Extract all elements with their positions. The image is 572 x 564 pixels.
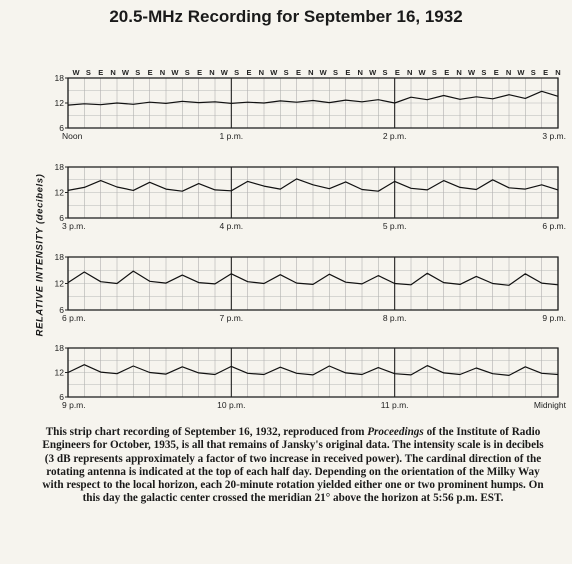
direction-label: N [555, 68, 561, 77]
direction-label: E [147, 68, 153, 77]
direction-label: W [369, 68, 377, 77]
direction-label: N [357, 68, 363, 77]
x-tick-label: 10 p.m. [217, 400, 246, 410]
direction-label: N [110, 68, 116, 77]
direction-label: S [283, 68, 289, 77]
direction-label: N [159, 68, 166, 77]
x-tick-label: 6 p.m. [542, 221, 566, 231]
direction-label: E [246, 68, 252, 77]
chart-title: 20.5-MHz Recording for September 16, 1932 [109, 7, 463, 26]
y-tick-label: 12 [54, 278, 64, 289]
x-tick-label: 9 p.m. [62, 400, 86, 410]
direction-label: S [234, 68, 240, 77]
direction-label: S [481, 68, 487, 77]
x-tick-label: 2 p.m. [382, 131, 407, 141]
direction-label: E [444, 68, 450, 77]
direction-label: W [220, 68, 228, 77]
direction-label: N [308, 68, 314, 77]
direction-label: W [72, 68, 80, 77]
direction-label: W [319, 68, 327, 77]
y-tick-label: 6 [59, 123, 64, 133]
direction-label: E [394, 68, 400, 77]
x-tick-label: 8 p.m. [382, 313, 407, 323]
direction-label: N [209, 68, 215, 77]
x-tick-label: Noon [62, 131, 83, 141]
direction-label: S [135, 68, 141, 77]
y-tick-label: 18 [54, 73, 64, 83]
y-axis-label: RELATIVE INTENSITY (decibels) [34, 173, 46, 337]
y-tick-label: 18 [54, 343, 64, 353]
direction-label: N [505, 68, 512, 77]
direction-label: S [184, 68, 190, 77]
direction-label: E [295, 68, 301, 77]
caption-part2: of the Institute of Radio Engineers for October, 1935, is all that remains of Jansky's original data. The intensity scale is in decibels (3 dB represents approximately a factor of two increase in received power). The cardinal direction of the rotating antenna is indicated at the top of each half day. Depending on the orientation of the Milky Way with respect to the local horizon, each 20-minute rotation yielded either one or two prominent humps. On this day the galactic center crossed the meridian 21° above the horizon at 5:56 p.m. EST. [42, 426, 544, 505]
caption-part1: This strip chart recording of September 16, 1932, reproduced from [45, 426, 368, 438]
y-tick-label: 12 [54, 98, 64, 108]
x-tick-label: 5 p.m. [382, 221, 407, 231]
direction-label: N [406, 68, 413, 77]
direction-label: E [98, 68, 104, 77]
direction-label: W [270, 68, 278, 77]
direction-label: E [197, 68, 203, 77]
direction-label: W [517, 68, 525, 77]
direction-label: S [530, 68, 536, 77]
y-tick-label: 12 [54, 187, 64, 198]
direction-label: W [121, 68, 129, 77]
chart-panel-3 [55, 252, 566, 323]
x-tick-label: 9 p.m. [542, 313, 566, 323]
figure-caption [38, 426, 548, 506]
x-tick-label: 3 p.m. [62, 221, 86, 231]
y-tick-label: 18 [54, 252, 64, 262]
y-tick-label: 6 [59, 392, 64, 402]
chart-panel-2 [55, 162, 566, 231]
direction-label: S [85, 68, 91, 77]
y-tick-label: 6 [59, 305, 64, 315]
x-tick-label: 6 p.m. [62, 313, 86, 323]
direction-label: S [431, 68, 437, 77]
direction-label: N [456, 68, 462, 77]
direction-label: W [171, 68, 179, 77]
direction-label: S [382, 68, 388, 77]
x-tick-label: 1 p.m. [219, 131, 244, 141]
direction-label: W [418, 68, 426, 77]
x-tick-label: 3 p.m. [542, 131, 566, 141]
x-tick-label: 11 p.m. [380, 400, 409, 410]
direction-label: E [493, 68, 499, 77]
x-tick-label: 4 p.m. [219, 221, 244, 231]
chart-panel-1 [55, 73, 566, 141]
direction-label: E [345, 68, 351, 77]
y-tick-label: 12 [54, 367, 64, 378]
chart-panel-4 [55, 343, 567, 410]
direction-label: N [258, 68, 265, 77]
direction-label: E [543, 68, 549, 77]
direction-label: W [467, 68, 476, 77]
direction-label: S [333, 68, 339, 77]
caption-journal: Proceedings [367, 426, 424, 438]
y-tick-label: 6 [59, 213, 64, 223]
y-tick-label: 18 [54, 162, 64, 172]
x-tick-label: Midnight [533, 400, 566, 410]
x-tick-label: 7 p.m. [219, 313, 244, 323]
